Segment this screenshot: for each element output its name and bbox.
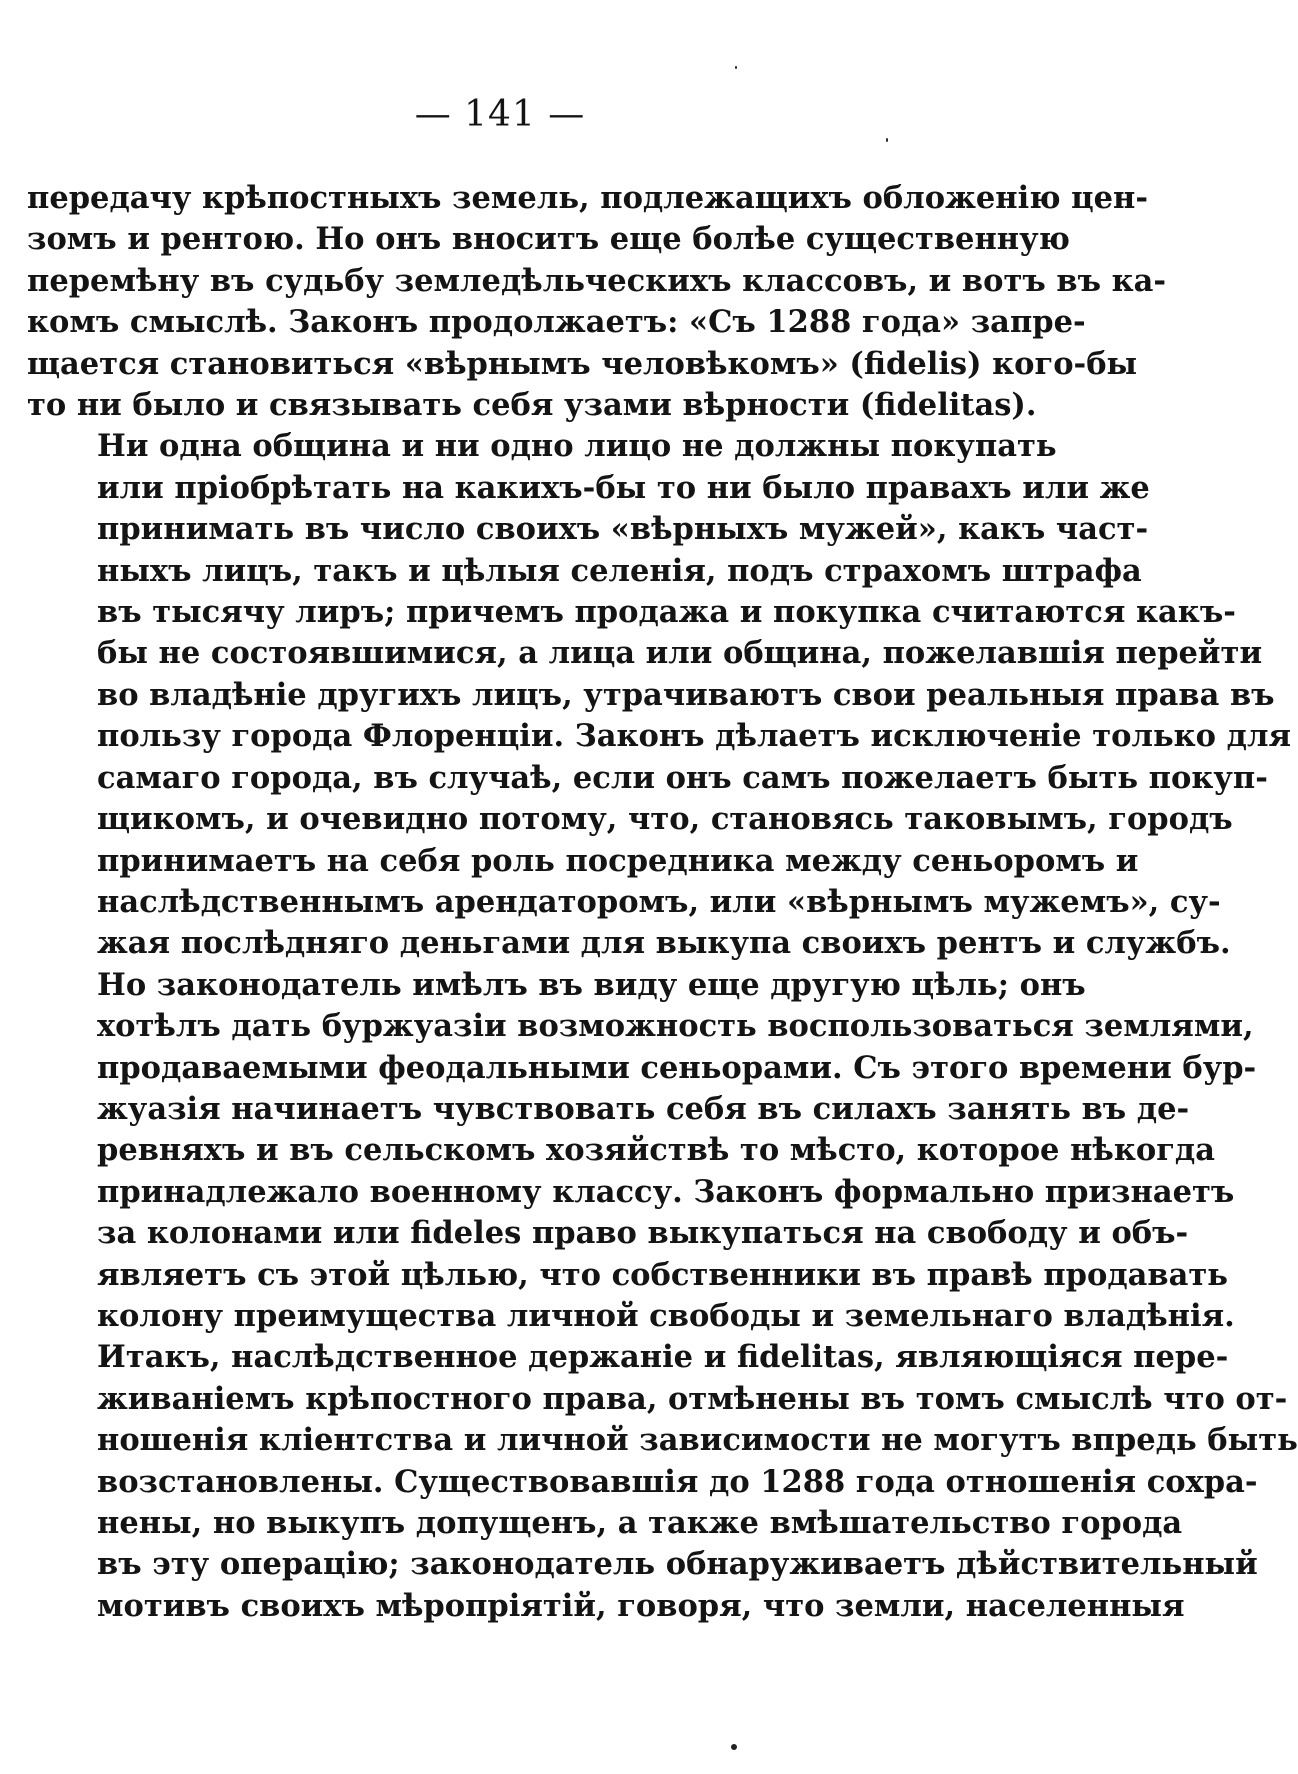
text-line: возстановлены. Существовавшія до 1288 года отношенія сохра-: [97, 1463, 1258, 1500]
text-line: жая послѣдняго деньгами для выкупа своихъ рентъ и службъ.: [97, 925, 1231, 962]
text-line: Но законодатель имѣлъ въ виду еще другую цѣль; онъ: [97, 966, 1086, 1003]
text-line: или пріобрѣтать на какихъ-бы то ни было правахъ или же: [97, 469, 1150, 506]
text-line: ныхъ лицъ, такъ и цѣлыя селенія, подъ страхомъ штрафа: [97, 552, 1142, 589]
paragraph-1: [27, 178, 1167, 426]
text-line: мотивъ своихъ мѣропріятій, говоря, что земли, населенныя: [97, 1587, 1185, 1624]
text-line: Ни одна община и ни одно лицо не должны покупать: [97, 428, 1057, 465]
text-line: наслѣдственнымъ арендаторомъ, или «вѣрнымъ мужемъ», су-: [97, 883, 1221, 920]
scan-speck: [886, 138, 888, 142]
text-line: колону преимущества личной свободы и земельнаго владѣнія.: [97, 1297, 1235, 1334]
text-line: комъ смыслѣ. Законъ продолжаетъ: «Съ 1288 года» запре-: [27, 304, 1086, 341]
text-line: щается становиться «вѣрнымъ человѣкомъ» (fidelis) кого-бы: [27, 345, 1138, 382]
paragraph-2: [27, 426, 1291, 964]
text-line: пользу города Флоренціи. Законъ дѣлаетъ исключеніе только для: [97, 718, 1291, 755]
text-line: принимаетъ на себя роль посредника между сеньоромъ и: [97, 842, 1139, 879]
text-line: принадлежало военному классу. Законъ формально признаетъ: [97, 1173, 1235, 1210]
scan-speck: [731, 1744, 737, 1750]
paragraph-4: [27, 1337, 1298, 1627]
scan-speck: [735, 66, 737, 69]
text-line: ревняхъ и въ сельскомъ хозяйствѣ то мѣсто, которое нѣкогда: [97, 1132, 1216, 1169]
text-line: являетъ съ этой цѣлью, что собственники въ правѣ продавать: [97, 1256, 1228, 1293]
text-line: хотѣлъ дать буржуазіи возможность воспользоваться землями,: [97, 1008, 1254, 1045]
text-line: продаваемыми феодальными сеньорами. Съ этого времени бур-: [97, 1049, 1257, 1086]
text-line: за колонами или fideles право выкупаться на свободу и объ-: [97, 1215, 1189, 1252]
text-line: щикомъ, и очевидно потому, что, становясь таковымъ, городъ: [97, 801, 1233, 838]
page-number: — 141 —: [414, 94, 586, 135]
text-line: Итакъ, наслѣдственное держаніе и fidelitas, являющіяся пере-: [97, 1339, 1229, 1376]
text-line: живаніемъ крѣпостного права, отмѣнены въ томъ смыслѣ что от-: [97, 1380, 1288, 1417]
text-line: перемѣну въ судьбу земледѣльческихъ классовъ, и вотъ въ ка-: [27, 262, 1167, 299]
text-line: ношенія кліентства и личной зависимости не могутъ впредь быть: [97, 1422, 1298, 1459]
text-line: въ тысячу лиръ; причемъ продажа и покупка считаются какъ-: [97, 594, 1236, 631]
text-line: зомъ и рентою. Но онъ вноситъ еще болѣе существенную: [27, 221, 1070, 258]
text-line: во владѣніе другихъ лицъ, утрачиваютъ свои реальныя права въ: [97, 676, 1275, 713]
text-line: принимать въ число своихъ «вѣрныхъ мужей», какъ част-: [97, 511, 1149, 548]
text-line: то ни было и связывать себя узами вѣрности (fidelitas).: [27, 387, 1037, 424]
text-line: передачу крѣпостныхъ земель, подлежащихъ обложенію цен-: [27, 180, 1149, 216]
text-line: въ эту операцію; законодатель обнаруживаетъ дѣйствительный: [97, 1546, 1258, 1583]
text-line: самаго города, въ случаѣ, если онъ самъ пожелаетъ быть покуп-: [97, 759, 1268, 796]
text-line: жуазія начинаетъ чувствовать себя въ силахъ занять въ де-: [97, 1090, 1190, 1127]
text-line: нены, но выкупъ допущенъ, а также вмѣшательство города: [97, 1505, 1183, 1541]
body-text: [27, 178, 1298, 1627]
text-line: бы не состоявшимися, а лица или община, пожелавшія перейти: [97, 635, 1263, 672]
paragraph-3: [27, 965, 1257, 1338]
